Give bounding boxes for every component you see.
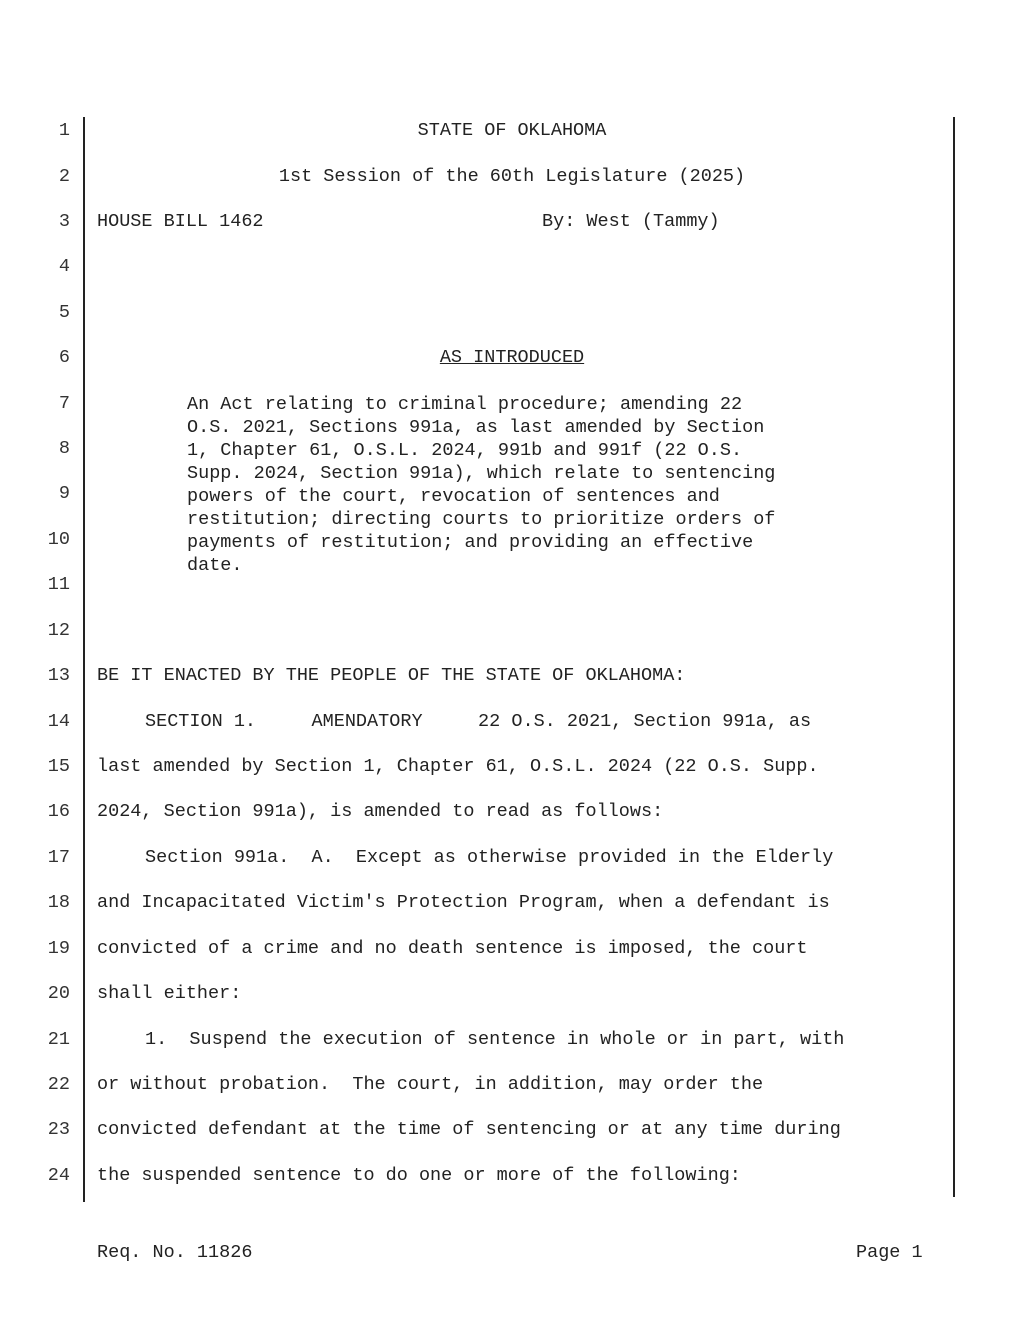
page-number: Page 1 bbox=[856, 1242, 923, 1263]
bill-author: By: West (Tammy) bbox=[542, 211, 720, 232]
line-number: 21 bbox=[47, 1029, 70, 1050]
left-margin-rule bbox=[83, 117, 85, 1202]
line-number: 5 bbox=[58, 302, 70, 323]
act-title-line: An Act relating to criminal procedure; amending 22 bbox=[187, 394, 743, 415]
body-line: shall either: bbox=[97, 983, 242, 1004]
line-number: 16 bbox=[47, 801, 70, 822]
section-heading: SECTION 1. AMENDATORY 22 O.S. 2021, Section 991a, as bbox=[145, 711, 812, 732]
act-title-line: 1, Chapter 61, O.S.L. 2024, 991b and 991f (22 O.S. bbox=[187, 440, 743, 461]
body-line: convicted of a crime and no death sentence is imposed, the court bbox=[97, 938, 808, 959]
session-heading: 1st Session of the 60th Legislature (2025) bbox=[278, 166, 746, 187]
body-line: the suspended sentence to do one or more of the following: bbox=[97, 1165, 741, 1186]
line-number: 15 bbox=[47, 756, 70, 777]
body-line: Section 991a. A. Except as otherwise provided in the Elderly bbox=[145, 847, 834, 868]
line-number: 18 bbox=[47, 892, 70, 913]
bill-number: HOUSE BILL 1462 bbox=[97, 211, 264, 232]
as-introduced-label: AS INTRODUCED bbox=[439, 347, 585, 368]
body-line: or without probation. The court, in addition, may order the bbox=[97, 1074, 764, 1095]
line-number: 13 bbox=[47, 665, 70, 686]
body-line: convicted defendant at the time of sentencing or at any time during bbox=[97, 1119, 841, 1140]
line-number: 22 bbox=[47, 1074, 70, 1095]
enacting-clause: BE IT ENACTED BY THE PEOPLE OF THE STATE OF OKLAHOMA: bbox=[97, 665, 686, 686]
line-number: 10 bbox=[47, 529, 70, 550]
line-number: 20 bbox=[47, 983, 70, 1004]
act-title-line: date. bbox=[187, 555, 243, 576]
line-number: 6 bbox=[58, 347, 70, 368]
line-number: 1 bbox=[58, 120, 70, 141]
status-heading bbox=[97, 347, 927, 369]
body-line: 1. Suspend the execution of sentence in whole or in part, with bbox=[145, 1029, 845, 1050]
body-line: 2024, Section 991a), is amended to read as follows: bbox=[97, 801, 664, 822]
line-number: 11 bbox=[47, 574, 70, 595]
line-number: 23 bbox=[47, 1119, 70, 1140]
line-number: 8 bbox=[58, 438, 70, 459]
act-title-line: Supp. 2024, Section 991a), which relate to sentencing bbox=[187, 463, 776, 484]
line-number: 2 bbox=[58, 166, 70, 187]
act-title-line: payments of restitution; and providing an effective bbox=[187, 532, 754, 553]
act-title-line: O.S. 2021, Sections 991a, as last amended by Section bbox=[187, 417, 765, 438]
line-number: 24 bbox=[47, 1165, 70, 1186]
act-title bbox=[187, 393, 775, 577]
line-number: 9 bbox=[58, 483, 70, 504]
act-title-line: powers of the court, revocation of sentences and bbox=[187, 486, 720, 507]
line-number: 19 bbox=[47, 938, 70, 959]
state-heading: STATE OF OKLAHOMA bbox=[417, 120, 607, 141]
request-number: Req. No. 11826 bbox=[97, 1242, 253, 1263]
line-number: 17 bbox=[47, 847, 70, 868]
line-number: 4 bbox=[58, 256, 70, 277]
body-line: and Incapacitated Victim's Protection Program, when a defendant is bbox=[97, 892, 830, 913]
line-number: 7 bbox=[58, 393, 70, 414]
body-line: last amended by Section 1, Chapter 61, O.S.L. 2024 (22 O.S. Supp. bbox=[97, 756, 819, 777]
right-margin-rule bbox=[953, 117, 955, 1197]
line-number: 14 bbox=[47, 711, 70, 732]
line-number: 3 bbox=[58, 211, 70, 232]
line-number: 12 bbox=[47, 620, 70, 641]
act-title-line: restitution; directing courts to prioritize orders of bbox=[187, 509, 776, 530]
